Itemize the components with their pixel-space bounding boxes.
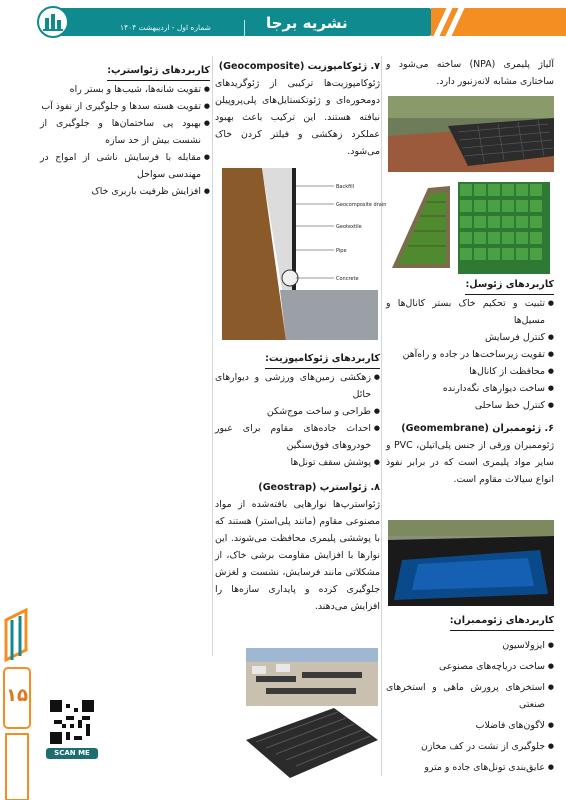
list-item: ● کنترل خط ساحلی <box>386 397 554 414</box>
list-item: ● کنترل فرسایش <box>386 329 554 346</box>
list-item: ● زهکشی زمین‌های ورزشی و دیوارهای حائل <box>215 369 380 403</box>
page-number: ۱۵ <box>6 685 28 706</box>
geocomposite-uses-heading: کاربردهای ژئوکامپوزیت: <box>215 350 380 369</box>
qr-caption: SCAN ME <box>46 748 98 759</box>
right-column <box>386 56 554 90</box>
diagram-label: Backfill <box>336 184 355 190</box>
list-item: ● تقویت شانه‌ها، شیب‌ها و بستر راه <box>40 81 210 98</box>
list-item: ● استخرهای پرورش ماهی و استخرهای صنعتی <box>386 679 554 713</box>
issue-info: شماره اول - اردیبهشت ۱۴۰۴ <box>120 23 211 32</box>
list-item: ● بهبود پی ساختمان‌ها و جلوگیری از نشست بیش از حد سازه <box>40 115 210 149</box>
geocomposite-drain-diagram <box>222 168 387 340</box>
geocell-intro-text: آلیاژ پلیمری (NPA) ساخته می‌شود و ساختاری مشابه لانه‌زنبور دارد. <box>386 59 554 87</box>
list-item: ● ساخت دریاچه‌های مصنوعی <box>386 658 554 675</box>
geomembrane-uses-section <box>386 612 554 776</box>
geocell-slope-photo <box>388 176 554 276</box>
geocomposite-text: ژئوکامپوزیت‌ها ترکیبی از ژئوگریدهای دومحوره‌ای و ژئوتکستایل‌های پلی‌پروپیلن نبافته هستند. این ترکیب باعث بهبود عملکرد زهکشی و فیلتر کردن خاک می‌شود. <box>215 78 380 157</box>
list-item: ● محافظت از کانال‌ها <box>386 363 554 380</box>
list-item: ● تثبیت و تحکیم خاک بستر کانال‌ها و مسیل‌ها <box>386 295 554 329</box>
geocell-uses-section <box>386 276 554 488</box>
geocomposite-heading: ۷. ژئوکامپوزیت (Geocomposite) <box>218 61 380 72</box>
list-item: ● لاگون‌های فاضلاب <box>386 717 554 734</box>
diagram-label: Geotextile <box>336 224 362 230</box>
list-item: ● تقویت زیرساخت‌ها در جاده و راه‌آهن <box>386 346 554 363</box>
geocell-field-photo <box>388 96 554 172</box>
magazine-logo-icon <box>36 6 70 38</box>
column-divider <box>212 56 213 656</box>
header-bar <box>56 8 431 36</box>
list-item: ● مقابله با فرسایش ناشی از امواج در مهندسی سواحل <box>40 149 210 183</box>
geomembrane-heading: ۶. ژئوممبران (Geomembrane) <box>401 423 554 434</box>
diagram-label: Pipe <box>336 248 347 254</box>
column-divider <box>381 56 382 776</box>
header-separator <box>244 20 245 38</box>
list-item: ● ایزولاسیون <box>386 637 554 654</box>
geocomposite-uses-section <box>215 350 380 615</box>
qr-code-icon <box>50 700 94 744</box>
diagram-label: Geocomposite drain <box>336 202 387 208</box>
list-item: ● جلوگیری از نشت در کف مخازن <box>386 738 554 755</box>
middle-column <box>215 58 380 160</box>
list-item: ● عایق‌بندی تونل‌های جاده و مترو <box>386 759 554 776</box>
magazine-title: نشریه برجا <box>266 14 348 32</box>
list-item: ● تقویت هسته سدها و جلوگیری از نفوذ آب <box>40 98 210 115</box>
list-item: ● افزایش ظرفیت باربری خاک <box>40 183 210 200</box>
geocell-uses-heading: کاربردهای ژئوسل: <box>386 276 554 295</box>
diagram-label: Concrete <box>336 276 359 282</box>
list-item: ● ساخت دیوارهای نگه‌دارنده <box>386 380 554 397</box>
geomembrane-uses-heading: کاربردهای ژئوممبران: <box>386 612 554 631</box>
geostrap-heading: ۸. ژئواسترپ (Geostrap) <box>258 482 380 493</box>
geomembrane-text: ژئوممبران ورقی از جنس پلی‌اتیلن، PVC و سایر مواد پلیمری است که در برابر نفوذ انواع سیالات مقاوم است. <box>386 440 554 485</box>
geostrap-uses-heading: کاربردهای ژئواسترپ: <box>40 62 210 81</box>
page-header <box>0 0 566 42</box>
list-item: ● احداث جاده‌های مقاوم برای عبور خودروهای فوق‌سنگین <box>215 420 380 454</box>
list-item: ● طراحی و ساخت موج‌شکن <box>215 403 380 420</box>
geostrap-roll-photo <box>246 648 378 790</box>
list-item: ● پوشش سقف تونل‌ها <box>215 454 380 471</box>
geomembrane-pond-photo <box>388 520 554 606</box>
qr-code[interactable] <box>50 700 94 744</box>
geostrap-text: ژئواسترپ‌ها نوارهایی بافته‌شده از مواد مصنوعی مقاوم (مانند پلی‌استر) هستند که با پوششی پلیمری محافظت می‌شوند. این نوارها با افزایش مقاومت برشی خاک، از مشکلاتی مانند فرسایش، نشست و لغزش جلوگیری کرده و پایداری سازه‌ها را افزایش می‌دهند. <box>215 499 380 612</box>
left-column <box>40 62 210 200</box>
